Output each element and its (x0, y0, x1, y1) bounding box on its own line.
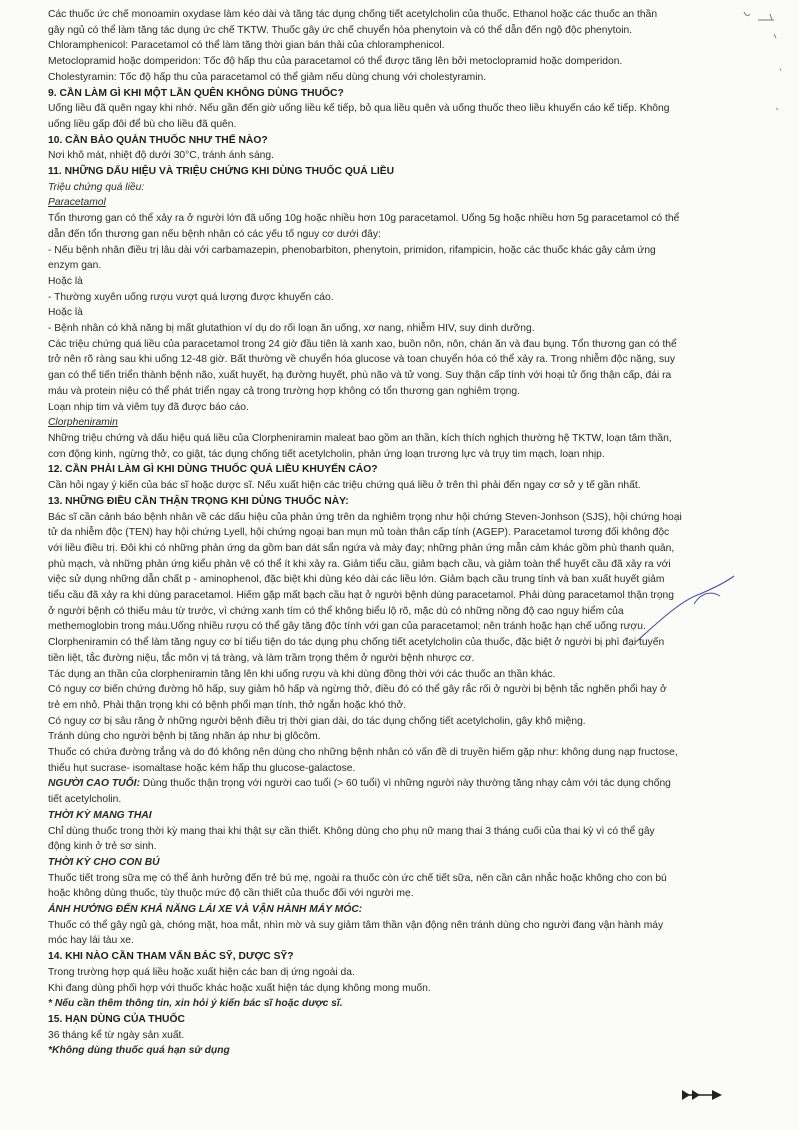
section-heading: 10. CẦN BẢO QUẢN THUỐC NHƯ THẾ NÀO? (48, 134, 268, 146)
text-line: - Bệnh nhân có khả năng bị mất glutathion ví dụ do rối loạn ăn uống, xơ nang, nhiễm HIV, suy dinh dưỡng. (48, 323, 535, 335)
text-line: hoặc không dùng thuốc, tùy thuộc mức độ cần thiết của thuốc đối với người mẹ. (48, 888, 414, 900)
text-line: Chỉ dùng thuốc trong thời kỳ mang thai khi thật sự cần thiết. Không dùng cho phụ nữ mang thai 3 tháng cuối của thai kỳ vì có thể gây (48, 825, 655, 837)
text-line: việc sử dụng những dẫn chất p - aminophenol, đặc biệt khi dùng kéo dài các liều lớn. Giảm bạch cầu trung tính và ban xuất huyết giảm (48, 574, 665, 586)
text-line: ở người bệnh có thiếu máu từ trước, vì chứng xanh tím có thể không biểu lộ rõ, mặc dù có những nồng độ cao nguy hiểm của (48, 605, 624, 617)
text-line: máu và protein niệu có thể phát triển ngay cả trong trường hợp không có tổn thương gan nghiêm trọng. (48, 385, 520, 397)
text-line: ẢNH HƯỞNG ĐẾN KHẢ NĂNG LÁI XE VÀ VẬN HÀNH MÁY MÓC: (48, 904, 363, 916)
section-heading: 9. CẦN LÀM GÌ KHI MỘT LẦN QUÊN KHÔNG DÙNG THUỐC? (48, 87, 344, 99)
text-line: Uống liều đã quên ngay khi nhớ. Nếu gần đến giờ uống liều kế tiếp, bỏ qua liều quên và uống thuốc theo liều khuyến cáo kế tiếp. Không (48, 103, 670, 115)
text-line: uống liều gấp đôi để bù cho liều đã quên. (48, 118, 237, 130)
signature-stroke (630, 570, 740, 650)
text-line (48, 776, 748, 792)
text-line: - Thường xuyên uống rượu vượt quá lượng được khuyến cáo. (48, 291, 334, 303)
text-line: động kinh ở trẻ sơ sinh. (48, 841, 157, 853)
text-line: Cần hỏi ngay ý kiến của bác sĩ hoặc dược sĩ. Nếu xuất hiện các triệu chứng quá liều ở trên thì phải đến ngay cơ sở y tế gần nhất. (48, 480, 641, 492)
text-line: phù mạch, và những phản ứng kiểu phản vệ có thể ít khi xảy ra. Giảm tiểu cầu, giảm bạch cầu, và giảm toàn thể huyết cầu đã xảy ra với (48, 558, 671, 570)
text-line: với liều điều trị. Đôi khi có những phản ứng da gồm ban dát sẩn ngứa và mày đay; những phản ứng mẫn cảm khác gồm phù thanh quản, (48, 542, 675, 554)
section-heading: 14. KHI NÀO CẦN THAM VẤN BÁC SỸ, DƯỢC SỸ? (48, 951, 294, 963)
text-line: *Không dùng thuốc quá hạn sử dụng (48, 1045, 230, 1057)
text-line: THỜI KỲ MANG THAI (48, 809, 152, 821)
text-line: tiểu cầu đã xảy ra khi dùng paracetamol. Hiếm gặp mất bạch cầu hạt ở người bệnh dùng paracetamol. Phải dùng paracetamol thận trọng (48, 590, 675, 602)
text-line: gan có thể tiến triển thành bệnh não, xuất huyết, hạ đường huyết, phù não và tử vong. Suy thận cấp tính với hoại tử ống thận cấp, đái ra (48, 370, 672, 382)
text-line: THỜI KỲ CHO CON BÚ (48, 856, 160, 868)
text-line: Khi đang dùng phối hợp với thuốc khác hoặc xuất hiện tác dụng không mong muốn. (48, 982, 431, 994)
text-line: cơn động kinh, ngừng thở, co giật, tác dụng chống tiết acetylcholin, phản ứng loạn trương lực và trụy tim mạch, loạn nhịp. (48, 448, 605, 460)
text-line: Chloramphenicol: Paracetamol có thể làm tăng thời gian bán thải của chloramphenicol. (48, 40, 445, 52)
text-line: Clorpheniramin có thể làm tăng nguy cơ bí tiểu tiện do tác dụng phụ chống tiết acetylcholin của thuốc, đặc biệt ở người bị phì đại tuyến (48, 637, 665, 649)
text-line: Cholestyramin: Tốc độ hấp thu của paracetamol có thể giảm nếu dùng chung với cholestyramin. (48, 71, 487, 83)
text-line: tiền liệt, tắc đường niệu, tắc môn vị tá tràng, và làm trầm trọng thêm ở người bệnh nhược cơ. (48, 652, 475, 664)
text-line: Triệu chứng quá liều: (48, 181, 145, 193)
double-arrow-right-icon (680, 1087, 724, 1103)
text-line: Các thuốc ức chế monoamin oxydase làm kéo dài và tăng tác dụng chống tiết acetylcholin của thuốc. Ethanol hoặc các thuốc an thần (48, 9, 658, 20)
text-line: thiếu hụt sucrase- isomaltase hoặc kém hấp thu glucose-galactose. (48, 762, 356, 774)
section-heading: 15. HẠN DÙNG CỦA THUỐC (48, 1014, 185, 1025)
subsection-title: Paracetamol (48, 197, 106, 209)
subsection-title: Clorpheniramin (48, 417, 118, 429)
lead-label: NGƯỜI CAO TUỔI: (48, 778, 140, 790)
text-line: Có nguy cơ biến chứng đường hô hấp, suy giảm hô hấp và ngừng thở, điều đó có thể gây rắc rối ở người bị bệnh tắc nghẽn phổi hay ở (48, 684, 667, 696)
section-heading: 11. NHỮNG DẤU HIỆU VÀ TRIỆU CHỨNG KHI DÙNG THUỐC QUÁ LIỀU (48, 166, 395, 178)
text-line: trẻ em nhỏ. Phải thận trọng khi có bệnh phổi mạn tính, thở ngắn hoặc khó thở. (48, 699, 407, 711)
text-line: gây ngủ có thể làm tăng tác dụng ức chế TKTW. Thuốc gây ức chế chuyển hóa phenytoin và có thể dẫn đến ngộ độc phenytoin. (48, 24, 633, 36)
text-line: enzym gan. (48, 260, 102, 272)
text-line: Thuốc có chứa đường trắng và do đó không nên dùng cho những bệnh nhân có vấn đề di truyền hiếm gặp như: không dung nạp fructose, (48, 747, 678, 759)
text-line: dẫn đến tổn thương gan nếu bệnh nhân có các yếu tố nguy cơ dưới đây: (48, 228, 381, 240)
leaflet-text (48, 7, 748, 1059)
section-heading: 13. NHỮNG ĐIỀU CẦN THẬN TRỌNG KHI DÙNG THUỐC NÀY: (48, 495, 349, 507)
text-line: Thuốc có thể gây ngủ gà, chóng mặt, hoa mắt, nhìn mờ và suy giảm tâm thần vận động nên tránh dùng cho người đang vận hành máy (48, 919, 664, 931)
text-line: methemoglobin trong máu.Uống nhiều rượu có thể gây tăng độc tính với gan của paracetamol; nên tránh hoặc hạn chế uống rượu. (48, 621, 646, 633)
text-line: trở nên rõ ràng sau khi uống 12-48 giờ. Bất thường về chuyển hóa glucose và toan chuyển hóa có thể xảy ra. Trong nhiễm độc nặng, suy (48, 354, 676, 366)
text-line: Các triệu chứng quá liều của paracetamol trong 24 giờ đầu tiên là xanh xao, buồn nôn, nôn, chán ăn và đau bụng. Tổn thương gan có thể (48, 338, 677, 350)
text-line: móc hay lái tàu xe. (48, 935, 134, 947)
text-line: Loạn nhịp tim và viêm tụy đã được báo cáo. (48, 401, 249, 413)
text-line: Bác sĩ cần cảnh báo bệnh nhân về các dấu hiệu của phản ứng trên da nghiêm trọng như hội chứng Steven-Jonhson (SJS), hội chứng hoại (48, 511, 682, 523)
text-line: * Nếu cần thêm thông tin, xin hỏi ý kiến bác sĩ hoặc dược sĩ. (48, 998, 343, 1010)
text-line: Tổn thương gan có thể xảy ra ở người lớn đã uống 10g hoặc nhiều hơn 10g paracetamol. Uống 5g hoặc nhiều hơn 5g paracetamol có thể (48, 213, 680, 225)
text-line: tiết acetylcholin. (48, 794, 122, 806)
text-line: Hoặc là (48, 307, 83, 319)
text-line: Nơi khô mát, nhiệt độ dưới 30°C, tránh ánh sáng. (48, 150, 274, 162)
section-heading: 12. CẦN PHẢI LÀM GÌ KHI DÙNG THUỐC QUÁ LIỀU KHUYẾN CÁO? (48, 464, 378, 476)
text-line: Hoặc là (48, 275, 83, 287)
text-line: - Nếu bệnh nhân điều trị lâu dài với carbamazepin, phenobarbiton, phenytoin, primidon, rifampicin, hoặc các thuốc khác gây cảm ứng (48, 244, 656, 256)
text-line: Tránh dùng cho người bệnh bị tăng nhãn áp như bị glôcôm. (48, 731, 321, 743)
text-line: tử da nhiễm độc (TEN) hay hội chứng Lyell, hội chứng ngoại ban mụn mủ toàn thân cấp tính (AGEP). Paracetamol tương đối không độc (48, 527, 670, 539)
pen-mark (768, 28, 788, 118)
text-line: Metoclopramid hoặc domperidon: Tốc độ hấp thu của paracetamol có thể được tăng lên bởi metoclopramid hoặc domperidon. (48, 56, 623, 68)
text-line: 36 tháng kể từ ngày sản xuất. (48, 1029, 185, 1041)
text-line: Thuốc tiết trong sữa mẹ có thể ảnh hưởng đến trẻ bú mẹ, ngoài ra thuốc còn ức chế tiết sữa, nên cần cân nhắc hoặc không cho con bú (48, 872, 667, 884)
text-line: Có nguy cơ bị sâu răng ở những người bệnh điều trị thời gian dài, do tác dụng chống tiết acetylcholin, gây khô miệng. (48, 715, 586, 727)
text-line: Những triệu chứng và dấu hiệu quá liều của Clorpheniramin maleat bao gồm an thần, kích thích nghịch thường hệ TKTW, loạn tâm thần, (48, 432, 672, 444)
lead-text: Dùng thuốc thận trọng với người cao tuổi (> 60 tuổi) vì những người này thường tăng nhạy cảm với tác dụng chống (139, 778, 671, 790)
text-line: Tác dụng an thần của clorpheniramin tăng lên khi uống rượu và khi dùng đồng thời với các thuốc an thần khác. (48, 668, 556, 680)
text-line: Trong trường hợp quá liều hoặc xuất hiện các ban dị ứng ngoài da. (48, 966, 355, 978)
